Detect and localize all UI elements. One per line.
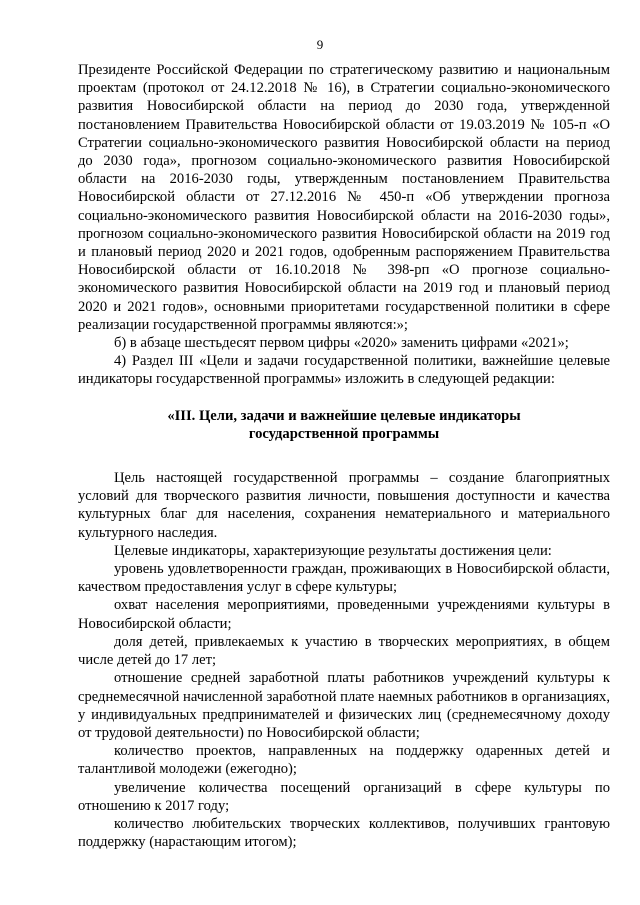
section-heading [78,407,610,443]
page-number: 9 [316,37,324,52]
document-body [78,61,610,851]
indicator-item: количество любительских творческих коллективов, получивших грантовую поддержку (нарастающим итогом); [78,815,610,851]
indicators-intro: Целевые индикаторы, характеризующие результаты достижения цели: [114,542,552,559]
intro-paragraph-1: Президенте Российской Федерации по стратегическому развитию и национальным проектам (протокол от 24.12.2018 № 16), в Стратегии социально-экономического развития Новосибирской области на период до 2030 года, утвержденной постановлением Правительства Новосибирской области от 19.03.2019 № 105-п «О Стратегии социально-экономического развития Новосибирской области на период до 2030 года», прогнозом социально-экономического развития Новосибирской области на 2016-2030 годы, утвержденным постановлением Правительства Новосибирской области от 27.12.2016 № 450-п «Об утверждении прогноза социально-экономического развития Новосибирской области на 2016-2030 годы», прогнозом социально-экономического развития Новосибирской области на 2019 год и плановый период 2020 и 2021 годов, одобренным распоряжением Правительства Новосибирской области от 16.10.2018 № 398-рп «О прогнозе социально-экономического развития Новосибирской области на 2019 год и плановый период 2020 и 2021 годов», основными приоритетами государственной политики в сфере реализации государственной программы являются:»; [78,62,610,333]
indicator-item: увеличение количества посещений организаций в сфере культуры по отношению к 2017 году; [78,779,610,814]
indicator-item: количество проектов, направленных на поддержку одаренных детей и талантливой молодежи (ежегодно); [78,743,610,778]
goal-paragraph: Цель настоящей государственной программы – создание благоприятных условий для творческого развития личности, повышения доступности и качества культурных благ для населения, сохранения нематериального и материального культурного наследия. [78,470,610,541]
intro-paragraph-2: б) в абзаце шестьдесят первом цифры «2020» заменить цифрами «2021»; [114,335,569,352]
intro-paragraph-3: 4) Раздел III «Цели и задачи государственной политики, важнейшие целевые индикаторы государственной программы» изложить в следующей редакции: [78,353,610,388]
indicator-item: уровень удовлетворенности граждан, проживающих в Новосибирской области, качеством предоставления услуг в сфере культуры; [78,561,610,596]
section-heading-line-1: «III. Цели, задачи и важнейшие целевые индикаторы [167,407,521,424]
section-heading-line-2: государственной программы [248,425,440,442]
indicator-item: отношение средней заработной платы работников учреждений культуры к среднемесячной начисленной заработной плате наемных работников в организациях, у индивидуальных предпринимателей и физических лиц (среднемесячному доходу от трудовой деятельности) по Новосибирской области; [78,670,610,741]
indicator-item: доля детей, привлекаемых к участию в творческих мероприятиях, в общем числе детей до 17 лет; [78,633,610,669]
indicator-item: охват населения мероприятиями, проведенными учреждениями культуры в Новосибирской области; [78,597,610,632]
